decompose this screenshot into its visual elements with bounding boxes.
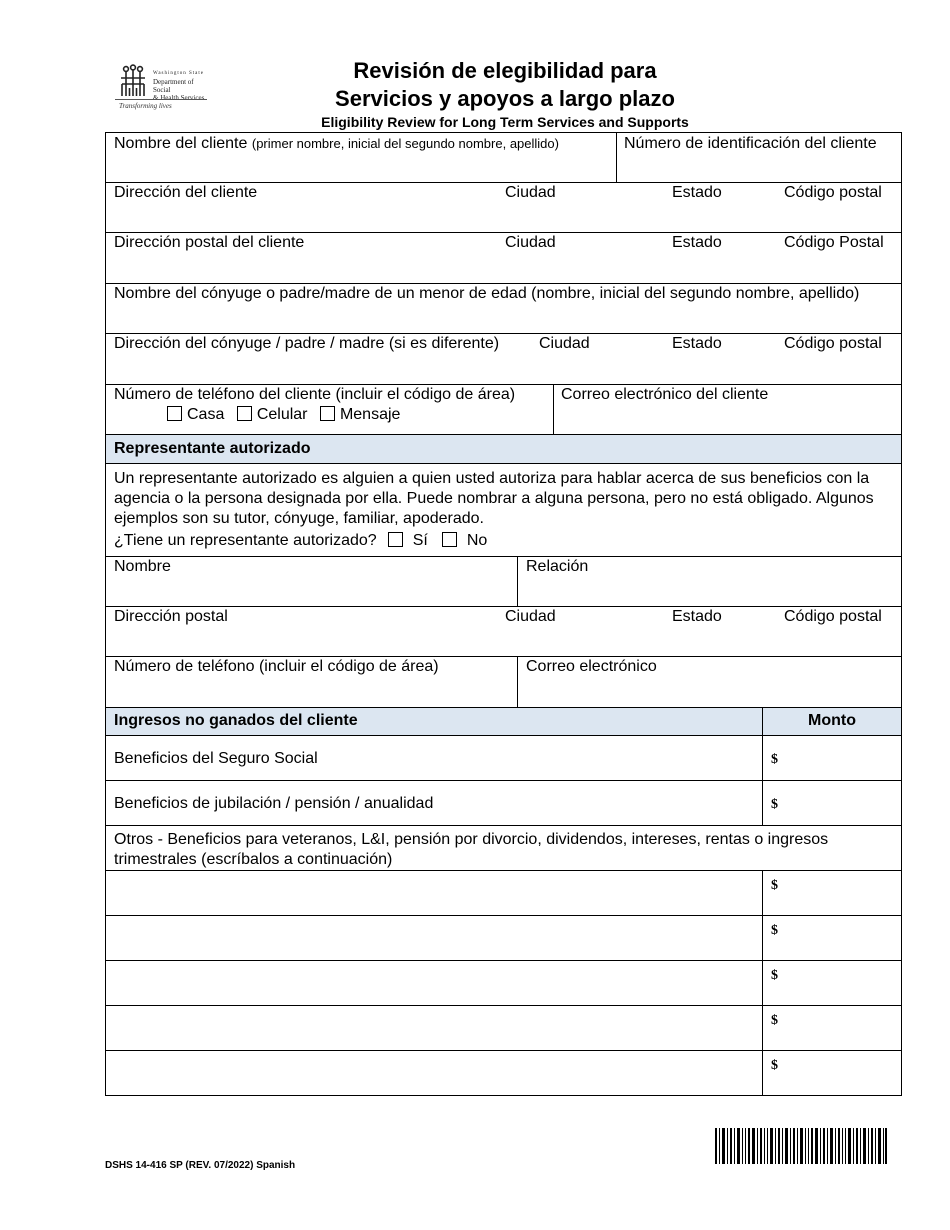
- other-income-description-field[interactable]: [106, 871, 762, 915]
- representative-phone-row: [105, 657, 902, 708]
- income-section-header: Ingresos no ganados del cliente Monto: [105, 708, 902, 736]
- client-phone-row: [105, 385, 902, 435]
- spouse-address-label: Dirección del cónyuge / padre / madre (si es diferente): [114, 335, 500, 352]
- representative-email-field[interactable]: Correo electrónico: [517, 657, 901, 707]
- representative-mailing-row[interactable]: [105, 607, 902, 657]
- representative-mailing-label: Dirección postal: [114, 608, 228, 625]
- representative-name-row: [105, 557, 902, 607]
- representative-yes-checkbox[interactable]: [388, 532, 403, 547]
- form-barcode: [715, 1128, 887, 1164]
- client-state-label: Estado: [672, 184, 722, 201]
- client-address-row[interactable]: [105, 183, 902, 233]
- representative-question: ¿Tiene un representante autorizado? Sí No: [114, 532, 488, 549]
- client-email-field[interactable]: Correo electrónico del cliente: [553, 385, 901, 434]
- phone-cell-checkbox[interactable]: [237, 406, 252, 421]
- other-income-description: Otros - Beneficios para veteranos, L&I, pensión por divorcio, dividendos, intereses, rentas o ingresos trimestrales (escríbalos a continuación): [105, 826, 902, 871]
- other-income-description-field[interactable]: [106, 1051, 762, 1095]
- spouse-name-label: Nombre del cónyuge o padre/madre de un menor de edad (nombre, inicial del segundo nombre, apellido): [114, 285, 860, 302]
- spouse-state-label: Estado: [672, 335, 722, 352]
- other-income-amount-field[interactable]: $: [762, 1051, 901, 1095]
- barcode-graphic: [715, 1128, 887, 1164]
- other-income-row: [105, 916, 902, 961]
- phone-message-checkbox[interactable]: [320, 406, 335, 421]
- amount-column-header: Monto: [762, 708, 901, 735]
- client-city-label: Ciudad: [505, 184, 556, 201]
- client-mailing-row[interactable]: [105, 233, 902, 284]
- form-title-line1: Revisión de elegibilidad para: [353, 58, 657, 83]
- other-income-description-field[interactable]: [106, 961, 762, 1005]
- other-income-row: [105, 961, 902, 1006]
- representative-state-label: Estado: [672, 608, 722, 625]
- other-income-description-field[interactable]: [106, 1006, 762, 1050]
- client-mailing-city-label: Ciudad: [505, 234, 556, 251]
- representative-name-field[interactable]: Nombre: [114, 558, 171, 575]
- social-security-row: Beneficios del Seguro Social $: [105, 736, 902, 781]
- retirement-row: Beneficios de jubilación / pensión / anualidad $: [105, 781, 902, 826]
- eligibility-form: [105, 132, 902, 1096]
- client-mailing-label: Dirección postal del cliente: [114, 234, 305, 251]
- spouse-address-row[interactable]: [105, 334, 902, 385]
- phone-home-checkbox[interactable]: [167, 406, 182, 421]
- other-income-row: [105, 871, 902, 916]
- representative-relation-field[interactable]: Relación: [517, 557, 901, 606]
- form-title-line2: Servicios y apoyos a largo plazo: [335, 86, 675, 111]
- phone-type-options: Casa Celular Mensaje: [167, 406, 400, 424]
- other-income-amount-field[interactable]: $: [762, 871, 901, 915]
- spouse-zip-label: Código postal: [784, 335, 882, 352]
- other-income-amount-field[interactable]: $: [762, 916, 901, 960]
- client-id-field[interactable]: Número de identificación del cliente: [616, 133, 901, 182]
- representative-phone-field[interactable]: Número de teléfono (incluir el código de área): [114, 658, 439, 675]
- client-phone-field[interactable]: Número de teléfono del cliente (incluir el código de área) Casa Celular Mensaje: [114, 386, 516, 423]
- representative-zip-label: Código postal: [784, 608, 882, 625]
- social-security-amount-field[interactable]: $: [762, 736, 901, 780]
- form-subtitle: Eligibility Review for Long Term Services and Supports: [321, 114, 689, 130]
- form-id: DSHS 14-416 SP (REV. 07/2022) Spanish: [105, 1160, 296, 1171]
- other-income-amount-field[interactable]: $: [762, 1006, 901, 1050]
- other-income-row: [105, 1006, 902, 1051]
- client-mailing-zip-label: Código Postal: [784, 234, 884, 251]
- spouse-city-label: Ciudad: [539, 335, 590, 352]
- client-zip-label: Código postal: [784, 184, 882, 201]
- spouse-name-row[interactable]: [105, 284, 902, 334]
- retirement-amount-field[interactable]: $: [762, 781, 901, 825]
- other-income-row: [105, 1051, 902, 1096]
- representative-no-checkbox[interactable]: [442, 532, 457, 547]
- dshs-org-name: Washington State Department of Social & Health Services: [153, 71, 205, 102]
- client-name-row: [105, 132, 902, 183]
- other-income-description-field[interactable]: [106, 916, 762, 960]
- client-name-field[interactable]: Nombre del cliente (primer nombre, inicial del segundo nombre, apellido): [114, 135, 559, 152]
- representative-section-header: Representante autorizado: [105, 435, 902, 464]
- client-address-label: Dirección del cliente: [114, 184, 258, 201]
- other-income-amount-field[interactable]: $: [762, 961, 901, 1005]
- logo-tagline: Transforming lives: [119, 102, 172, 110]
- representative-city-label: Ciudad: [505, 608, 556, 625]
- client-mailing-state-label: Estado: [672, 234, 722, 251]
- representative-description: Un representante autorizado es alguien a quien usted autoriza para hablar acerca de sus beneficios con la agencia o la persona designada por ella. Puede nombrar a alguna persona, pero no está obligado. Algunos ejemplos son su tutor, cónyuge, familiar, apoderado. ¿Tiene un representante autorizado? Sí No: [105, 464, 902, 557]
